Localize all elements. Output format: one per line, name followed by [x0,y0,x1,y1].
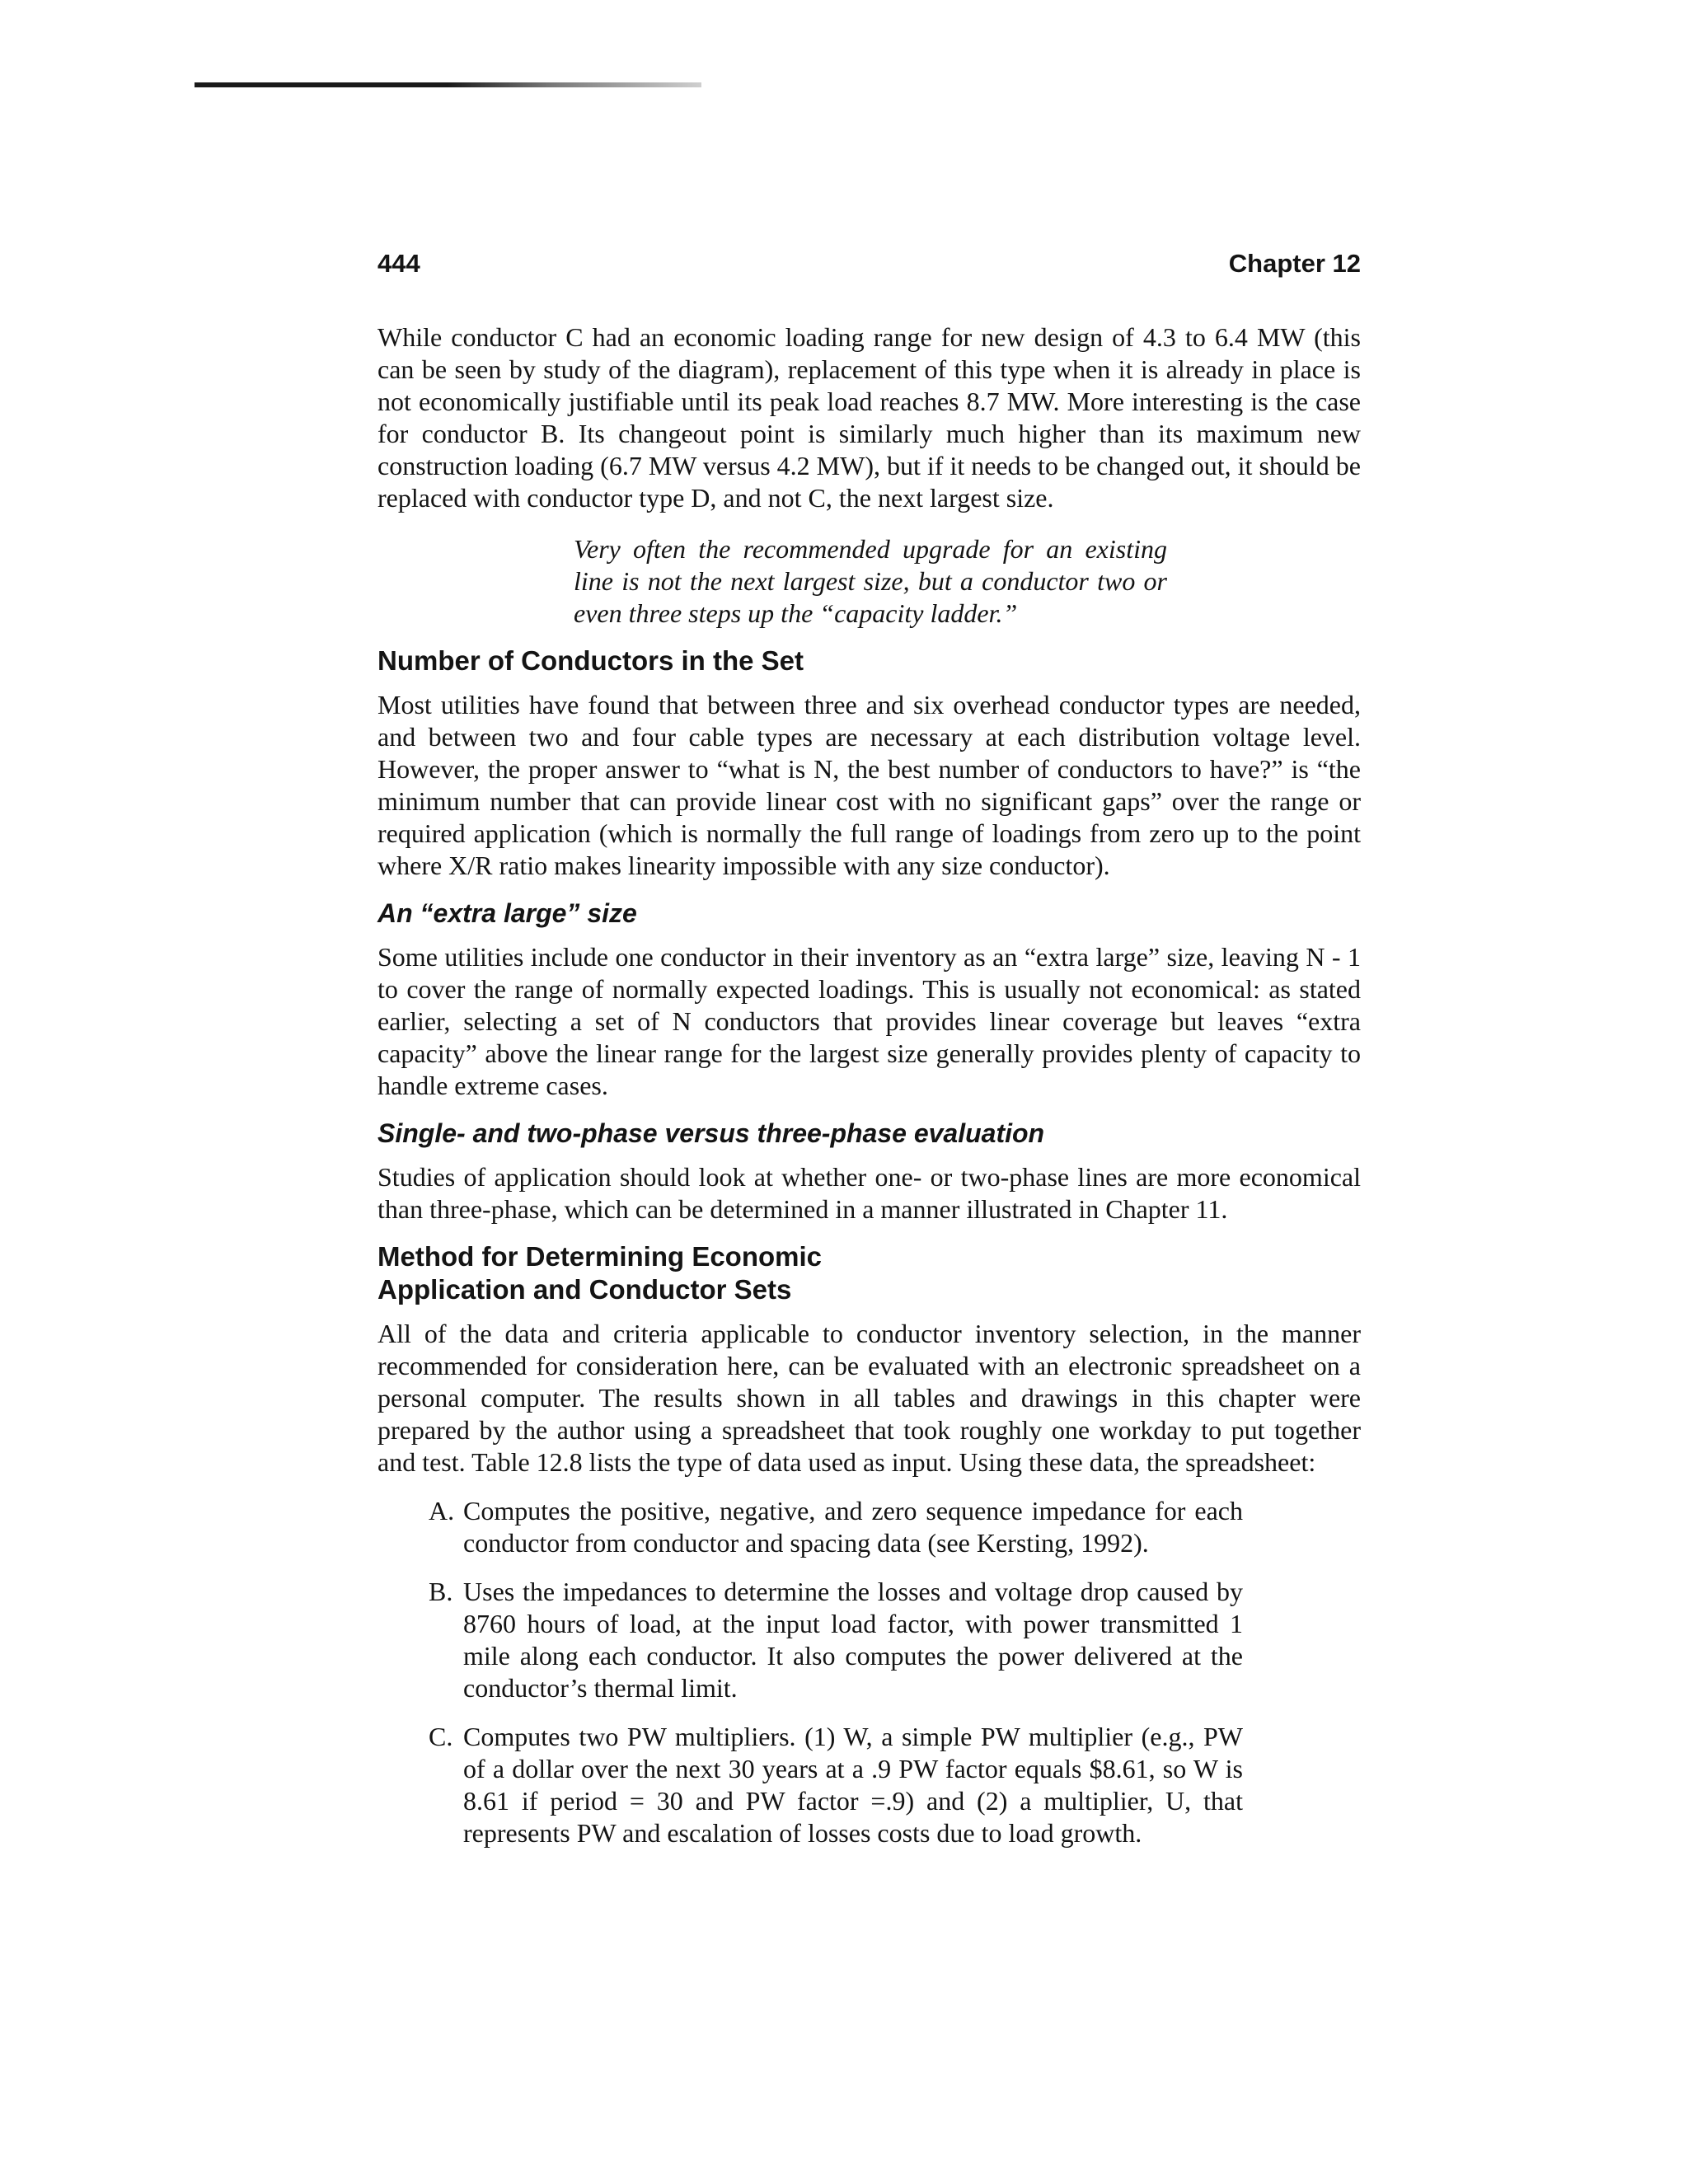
list-item-text: Computes the positive, negative, and zero sequence impedance for each conductor from conductor and spacing data (see Kersting, 1992). [463,1496,1243,1558]
list-item-letter: C. [429,1722,453,1751]
list-item [377,1721,1243,1849]
heading-phase-evaluation: Single- and two-phase versus three-phase evaluation [377,1118,1045,1148]
page-number: 444 [377,249,420,278]
paragraph-conductor-c: While conductor C had an economic loading range for new design of 4.3 to 6.4 MW (this can be seen by study of the diagram), replacement of this type when it is already in place is not economically justifiable until its peak load reaches 8.7 MW. More interesting is the case for conductor B. Its changeout point is similarly much higher than its maximum new construction loading (6.7 MW versus 4.2 MW), but if it needs to be changed out, it should be replaced with conductor type D, and not C, the next largest size. [377,322,1361,513]
paragraph-method: All of the data and criteria applicable to conductor inventory selection, in the manner recommended for consideration here, can be evaluated with an electronic spreadsheet on a personal computer. The results shown in all tables and drawings in this chapter were prepared by the author using a spreadsheet that took roughly one workday to put together and test. Table 12.8 lists the type of data used as input. Using these data, the spreadsheet: [377,1319,1361,1477]
list-item-text: Computes two PW multipliers. (1) W, a simple PW multiplier (e.g., PW of a dollar over the next 30 years at a .9 PW factor equals $8.61, so W is 8.61 if period = 30 and PW factor =.9) and (2) a multiplier, U, that represents PW and escalation of losses costs due to load growth. [463,1722,1243,1848]
heading-extra-large-size: An “extra large” size [377,898,637,928]
running-header [377,249,1361,282]
heading-method [377,1240,1361,1306]
paragraph-extra-large-size: Some utilities include one conductor in their inventory as an “extra large” size, leaving N - 1 to cover the range of normally expected loadings. This is usually not economical: as stated earlier, selecting a set of N conductors that provides linear coverage but leaves “extra capacity” above the linear range for the largest size generally provides plenty of capacity to handle extreme cases. [377,942,1361,1100]
page-body [377,321,1361,1866]
paragraph-number-of-conductors: Most utilities have found that between three and six overhead conductor types are needed, and between two and four cable types are necessary at each distribution voltage level. However, the proper answer to “what is N, the best number of conductors to have?” is “the minimum number that can provide linear cost with no significant gaps” over the range or required application (which is normally the full range of loadings from zero up to the point where X/R ratio makes linearity impossible with any size conductor). [377,690,1361,880]
pull-quote: Very often the recommended upgrade for an existing line is not the next largest size, but a conductor two or even three steps up the “capacity ladder.” [574,534,1167,628]
heading-method-line-2: Application and Conductor Sets [377,1274,792,1305]
list-item [377,1576,1243,1704]
top-rule [195,82,701,87]
heading-method-line-1: Method for Determining Economic [377,1241,823,1272]
heading-number-of-conductors: Number of Conductors in the Set [377,645,804,676]
list-item-letter: A. [429,1496,455,1526]
paragraph-phase-evaluation: Studies of application should look at whether one- or two-phase lines are more economical than three-phase, which can be determined in a manner illustrated in Chapter 11. [377,1162,1361,1224]
list-item-letter: B. [429,1577,453,1606]
chapter-title: Chapter 12 [1228,249,1361,278]
list-item [377,1495,1243,1559]
list-item-text: Uses the impedances to determine the losses and voltage drop caused by 8760 hours of load, at the input load factor, with power transmitted 1 mile along each conductor. It also computes the power delivered at the conductor’s thermal limit. [463,1577,1243,1703]
spreadsheet-steps-list [377,1495,1361,1849]
